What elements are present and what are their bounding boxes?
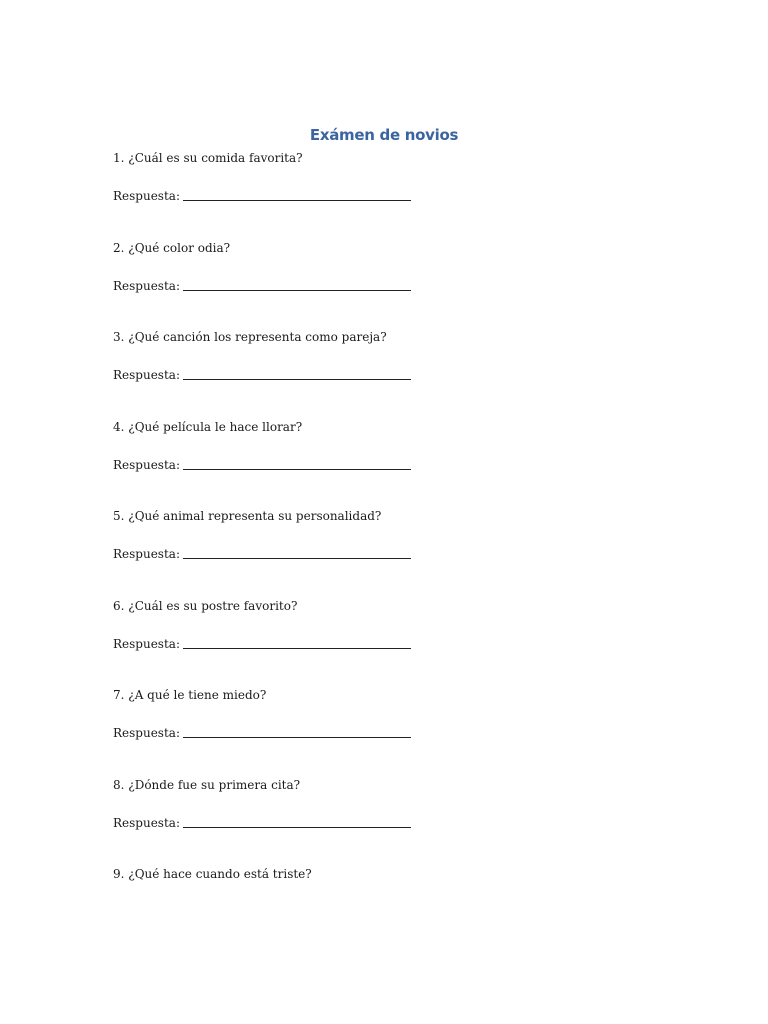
answer-line <box>113 278 633 294</box>
answer-label: Respuesta: <box>113 637 180 651</box>
question-text: 8. ¿Dónde fue su primera cita? <box>113 778 301 792</box>
answer-blank <box>183 648 411 649</box>
answer-label: Respuesta: <box>113 189 180 203</box>
answer-label: Respuesta: <box>113 547 180 561</box>
question-text: 9. ¿Qué hace cuando está triste? <box>113 867 312 881</box>
answer-blank <box>183 200 411 201</box>
question-text: 4. ¿Qué película le hace llorar? <box>113 420 303 434</box>
question-9 <box>113 866 633 882</box>
answer-label: Respuesta: <box>113 458 180 472</box>
question-text: 6. ¿Cuál es su postre favorito? <box>113 599 298 613</box>
answer-line <box>113 636 633 652</box>
answer-line <box>113 367 633 383</box>
answer-line <box>113 457 633 473</box>
question-text: 5. ¿Qué animal representa su personalidad? <box>113 509 382 523</box>
question-text: 2. ¿Qué color odia? <box>113 241 231 255</box>
answer-label: Respuesta: <box>113 368 180 382</box>
question-1 <box>113 150 633 204</box>
question-6 <box>113 598 633 652</box>
question-3 <box>113 329 633 383</box>
answer-line <box>113 188 633 204</box>
answer-label: Respuesta: <box>113 279 180 293</box>
answer-line <box>113 815 633 831</box>
question-7 <box>113 687 633 741</box>
question-2 <box>113 240 633 294</box>
answer-blank <box>183 379 411 380</box>
answer-blank <box>183 737 411 738</box>
answer-blank <box>183 290 411 291</box>
answer-blank <box>183 469 411 470</box>
question-text: 7. ¿A qué le tiene miedo? <box>113 688 267 702</box>
answer-label: Respuesta: <box>113 816 180 830</box>
document-title: Exámen de novios <box>309 126 459 144</box>
answer-line <box>113 725 633 741</box>
answer-label: Respuesta: <box>113 726 180 740</box>
answer-blank <box>183 558 411 559</box>
question-5 <box>113 508 633 562</box>
question-8 <box>113 777 633 831</box>
question-4 <box>113 419 633 473</box>
answer-line <box>113 546 633 562</box>
question-text: 1. ¿Cuál es su comida favorita? <box>113 151 303 165</box>
answer-blank <box>183 827 411 828</box>
question-text: 3. ¿Qué canción los representa como pareja? <box>113 330 387 344</box>
